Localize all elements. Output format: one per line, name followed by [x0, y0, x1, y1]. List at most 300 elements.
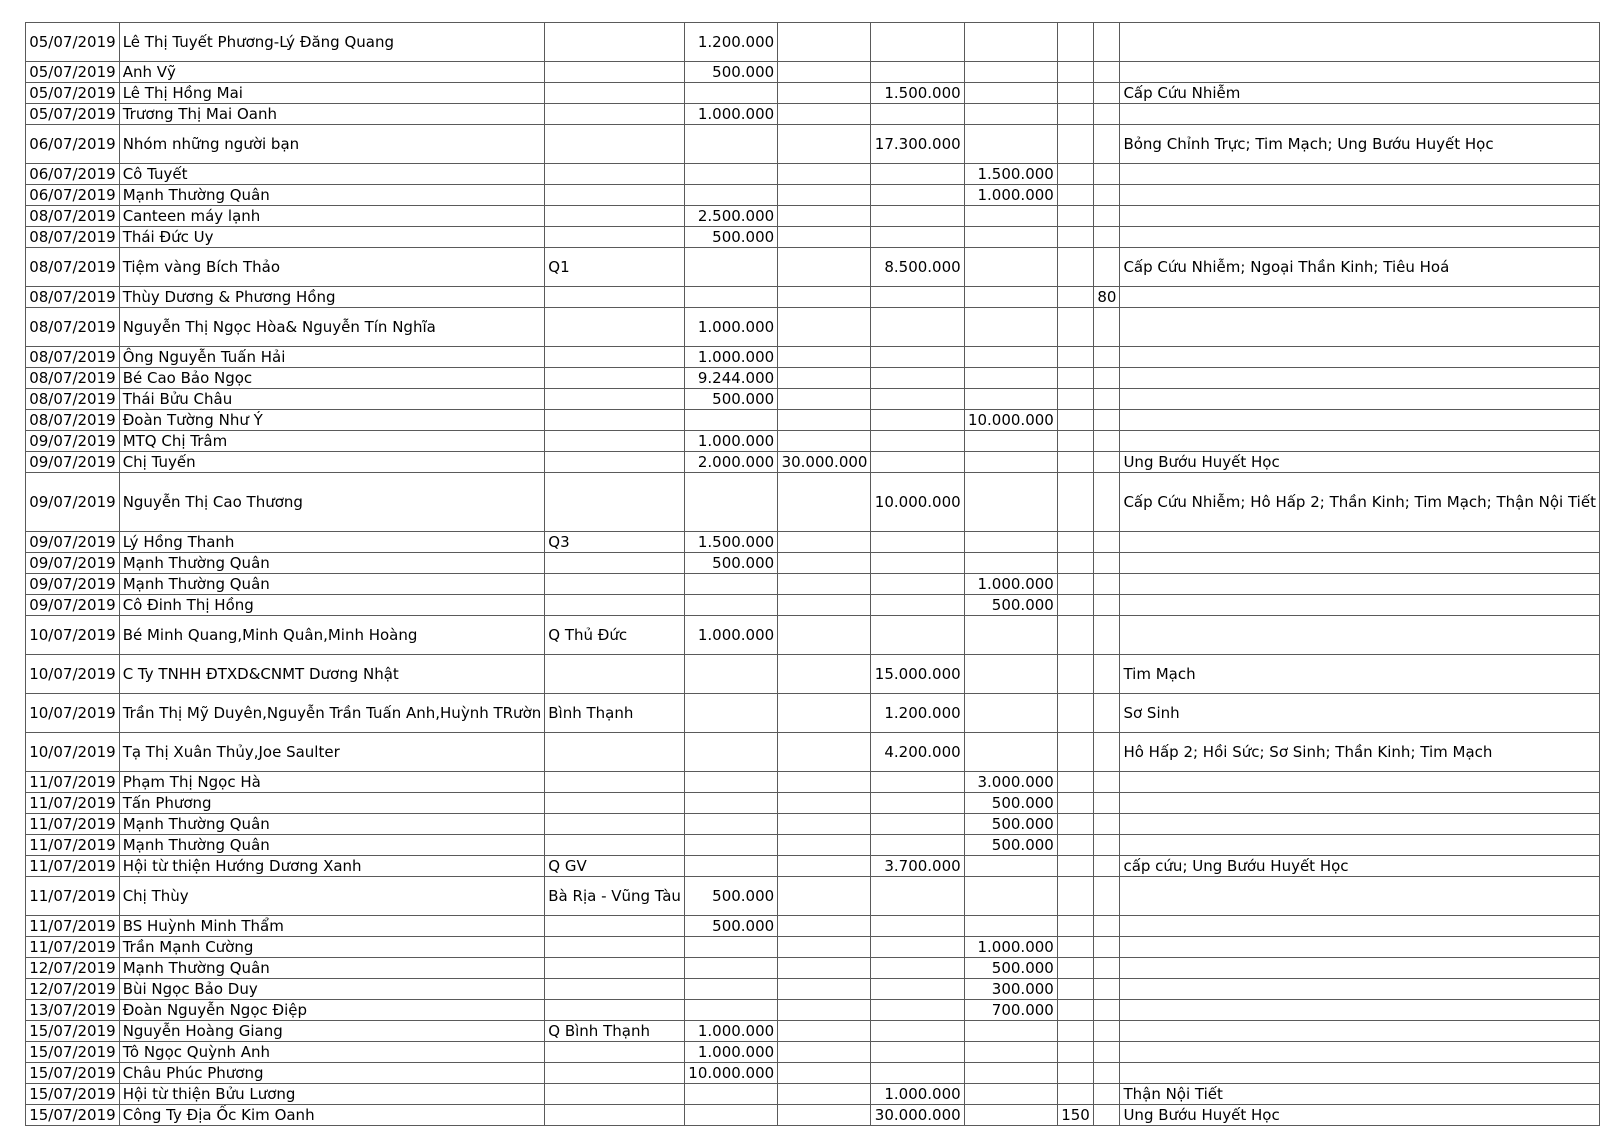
amount-col-2-cell: [778, 655, 871, 694]
date-cell: 06/07/2019: [26, 125, 120, 164]
amount-col-3-cell: [871, 164, 964, 185]
quantity-col-6-cell: [1093, 814, 1120, 835]
amount-col-3-cell: [871, 23, 964, 62]
amount-col-1-cell: 1.000.000: [684, 347, 777, 368]
area-cell: [545, 1000, 685, 1021]
amount-col-2-cell: [778, 368, 871, 389]
amount-col-2-cell: [778, 835, 871, 856]
amount-col-2-cell: [778, 308, 871, 347]
donor-name-cell: Lê Thị Hồng Mai: [119, 83, 545, 104]
quantity-col-5-cell: [1057, 104, 1093, 125]
quantity-col-6-cell: [1093, 248, 1120, 287]
area-cell: [545, 655, 685, 694]
quantity-col-5-cell: [1057, 125, 1093, 164]
table-row: [26, 452, 1600, 473]
amount-col-3-cell: [871, 62, 964, 83]
amount-col-1-cell: [684, 473, 777, 532]
amount-col-4-cell: [964, 23, 1057, 62]
date-cell: 05/07/2019: [26, 62, 120, 83]
table-row: [26, 553, 1600, 574]
quantity-col-5-cell: [1057, 1084, 1093, 1105]
amount-col-2-cell: [778, 1105, 871, 1126]
amount-col-4-cell: [964, 206, 1057, 227]
donor-name-cell: Trần Mạnh Cường: [119, 937, 545, 958]
quantity-col-5-cell: [1057, 185, 1093, 206]
date-cell: 13/07/2019: [26, 1000, 120, 1021]
quantity-col-6-cell: [1093, 1042, 1120, 1063]
amount-col-4-cell: [964, 452, 1057, 473]
amount-col-4-cell: [964, 856, 1057, 877]
amount-col-3-cell: [871, 1000, 964, 1021]
table-row: [26, 958, 1600, 979]
amount-col-3-cell: 3.700.000: [871, 856, 964, 877]
quantity-col-5-cell: [1057, 431, 1093, 452]
table-row: [26, 916, 1600, 937]
quantity-col-5-cell: [1057, 532, 1093, 553]
quantity-col-6-cell: [1093, 694, 1120, 733]
area-cell: [545, 308, 685, 347]
date-cell: 09/07/2019: [26, 532, 120, 553]
donor-name-cell: Canteen máy lạnh: [119, 206, 545, 227]
quantity-col-5-cell: [1057, 452, 1093, 473]
amount-col-4-cell: 10.000.000: [964, 410, 1057, 431]
amount-col-1-cell: 1.000.000: [684, 431, 777, 452]
amount-col-1-cell: 1.200.000: [684, 23, 777, 62]
amount-col-2-cell: [778, 1000, 871, 1021]
amount-col-2-cell: [778, 164, 871, 185]
amount-col-1-cell: [684, 694, 777, 733]
department-note-cell: [1120, 347, 1600, 368]
date-cell: 11/07/2019: [26, 772, 120, 793]
area-cell: [545, 227, 685, 248]
quantity-col-5-cell: [1057, 916, 1093, 937]
date-cell: 11/07/2019: [26, 877, 120, 916]
amount-col-4-cell: 1.000.000: [964, 185, 1057, 206]
department-note-cell: cấp cứu; Ung Bướu Huyết Học: [1120, 856, 1600, 877]
amount-col-4-cell: 300.000: [964, 979, 1057, 1000]
amount-col-4-cell: [964, 1042, 1057, 1063]
date-cell: 10/07/2019: [26, 616, 120, 655]
amount-col-4-cell: [964, 248, 1057, 287]
table-row: [26, 1063, 1600, 1084]
area-cell: [545, 389, 685, 410]
area-cell: Q1: [545, 248, 685, 287]
donor-name-cell: Mạnh Thường Quân: [119, 835, 545, 856]
date-cell: 08/07/2019: [26, 308, 120, 347]
quantity-col-5-cell: [1057, 287, 1093, 308]
amount-col-3-cell: [871, 368, 964, 389]
quantity-col-6-cell: [1093, 595, 1120, 616]
area-cell: [545, 937, 685, 958]
donor-name-cell: Chị Thùy: [119, 877, 545, 916]
area-cell: [545, 206, 685, 227]
amount-col-1-cell: [684, 958, 777, 979]
quantity-col-6-cell: [1093, 347, 1120, 368]
amount-col-2-cell: [778, 1042, 871, 1063]
date-cell: 08/07/2019: [26, 227, 120, 248]
quantity-col-6-cell: [1093, 1021, 1120, 1042]
department-note-cell: [1120, 410, 1600, 431]
quantity-col-6-cell: [1093, 473, 1120, 532]
table-row: [26, 616, 1600, 655]
department-note-cell: [1120, 1000, 1600, 1021]
donor-name-cell: MTQ Chị Trâm: [119, 431, 545, 452]
amount-col-4-cell: [964, 431, 1057, 452]
amount-col-1-cell: [684, 814, 777, 835]
quantity-col-5-cell: [1057, 389, 1093, 410]
area-cell: Bà Rịa - Vũng Tàu: [545, 877, 685, 916]
table-row: [26, 814, 1600, 835]
department-note-cell: Ung Bướu Huyết Học: [1120, 1105, 1600, 1126]
donor-name-cell: Nhóm những người bạn: [119, 125, 545, 164]
area-cell: [545, 287, 685, 308]
area-cell: [545, 452, 685, 473]
area-cell: [545, 772, 685, 793]
amount-col-1-cell: [684, 83, 777, 104]
amount-col-2-cell: [778, 916, 871, 937]
amount-col-4-cell: [964, 916, 1057, 937]
amount-col-1-cell: [684, 410, 777, 431]
amount-col-4-cell: 500.000: [964, 793, 1057, 814]
donor-name-cell: Bé Minh Quang,Minh Quân,Minh Hoàng: [119, 616, 545, 655]
amount-col-3-cell: [871, 308, 964, 347]
table-row: [26, 347, 1600, 368]
amount-col-1-cell: [684, 1084, 777, 1105]
date-cell: 08/07/2019: [26, 410, 120, 431]
department-note-cell: Hô Hấp 2; Hồi Sức; Sơ Sinh; Thần Kinh; Tim Mạch: [1120, 733, 1600, 772]
quantity-col-5-cell: [1057, 206, 1093, 227]
amount-col-1-cell: [684, 772, 777, 793]
amount-col-4-cell: 1.000.000: [964, 574, 1057, 595]
quantity-col-6-cell: [1093, 979, 1120, 1000]
amount-col-3-cell: [871, 835, 964, 856]
area-cell: Q Thủ Đức: [545, 616, 685, 655]
table-row: [26, 473, 1600, 532]
date-cell: 11/07/2019: [26, 793, 120, 814]
date-cell: 08/07/2019: [26, 389, 120, 410]
amount-col-4-cell: [964, 655, 1057, 694]
amount-col-2-cell: [778, 248, 871, 287]
department-note-cell: [1120, 574, 1600, 595]
quantity-col-5-cell: [1057, 877, 1093, 916]
amount-col-4-cell: [964, 368, 1057, 389]
quantity-col-6-cell: [1093, 877, 1120, 916]
amount-col-4-cell: [964, 1084, 1057, 1105]
quantity-col-6-cell: [1093, 916, 1120, 937]
area-cell: [545, 1105, 685, 1126]
amount-col-2-cell: [778, 185, 871, 206]
date-cell: 10/07/2019: [26, 733, 120, 772]
amount-col-3-cell: [871, 979, 964, 1000]
amount-col-4-cell: [964, 347, 1057, 368]
amount-col-2-cell: [778, 389, 871, 410]
donation-ledger-table: [25, 22, 1600, 1126]
quantity-col-5-cell: [1057, 227, 1093, 248]
amount-col-4-cell: [964, 227, 1057, 248]
department-note-cell: [1120, 772, 1600, 793]
quantity-col-5-cell: [1057, 62, 1093, 83]
donor-name-cell: Trương Thị Mai Oanh: [119, 104, 545, 125]
table-row: [26, 793, 1600, 814]
date-cell: 08/07/2019: [26, 347, 120, 368]
table-row: [26, 1084, 1600, 1105]
quantity-col-5-cell: [1057, 410, 1093, 431]
amount-col-2-cell: [778, 104, 871, 125]
amount-col-2-cell: [778, 595, 871, 616]
department-note-cell: Thận Nội Tiết: [1120, 1084, 1600, 1105]
amount-col-3-cell: [871, 916, 964, 937]
department-note-cell: [1120, 431, 1600, 452]
department-note-cell: [1120, 23, 1600, 62]
amount-col-1-cell: [684, 856, 777, 877]
quantity-col-5-cell: [1057, 574, 1093, 595]
table-row: [26, 937, 1600, 958]
amount-col-1-cell: [684, 287, 777, 308]
amount-col-1-cell: 2.500.000: [684, 206, 777, 227]
amount-col-3-cell: 10.000.000: [871, 473, 964, 532]
table-row: [26, 125, 1600, 164]
table-row: [26, 62, 1600, 83]
department-note-cell: [1120, 1021, 1600, 1042]
department-note-cell: [1120, 104, 1600, 125]
date-cell: 15/07/2019: [26, 1084, 120, 1105]
area-cell: [545, 125, 685, 164]
donor-name-cell: Thái Đức Uy: [119, 227, 545, 248]
donor-name-cell: Thái Bửu Châu: [119, 389, 545, 410]
table-row: [26, 532, 1600, 553]
amount-col-1-cell: 500.000: [684, 916, 777, 937]
quantity-col-6-cell: [1093, 227, 1120, 248]
quantity-col-5-cell: [1057, 937, 1093, 958]
donor-name-cell: Mạnh Thường Quân: [119, 574, 545, 595]
area-cell: [545, 733, 685, 772]
area-cell: [545, 1063, 685, 1084]
quantity-col-5-cell: [1057, 164, 1093, 185]
donor-name-cell: Lê Thị Tuyết Phương-Lý Đăng Quang: [119, 23, 545, 62]
amount-col-2-cell: [778, 694, 871, 733]
quantity-col-5-cell: [1057, 958, 1093, 979]
amount-col-1-cell: 10.000.000: [684, 1063, 777, 1084]
date-cell: 09/07/2019: [26, 553, 120, 574]
quantity-col-6-cell: [1093, 1000, 1120, 1021]
amount-col-4-cell: 3.000.000: [964, 772, 1057, 793]
department-note-cell: [1120, 958, 1600, 979]
quantity-col-5-cell: [1057, 553, 1093, 574]
area-cell: [545, 553, 685, 574]
department-note-cell: [1120, 185, 1600, 206]
amount-col-2-cell: [778, 616, 871, 655]
amount-col-3-cell: 1.500.000: [871, 83, 964, 104]
quantity-col-5-cell: [1057, 1063, 1093, 1084]
date-cell: 11/07/2019: [26, 814, 120, 835]
amount-col-3-cell: [871, 574, 964, 595]
amount-col-3-cell: 8.500.000: [871, 248, 964, 287]
amount-col-1-cell: 500.000: [684, 62, 777, 83]
area-cell: [545, 164, 685, 185]
amount-col-3-cell: [871, 410, 964, 431]
donor-name-cell: Tiệm vàng Bích Thảo: [119, 248, 545, 287]
table-row: [26, 431, 1600, 452]
date-cell: 15/07/2019: [26, 1021, 120, 1042]
table-row: [26, 694, 1600, 733]
table-row: [26, 164, 1600, 185]
area-cell: [545, 347, 685, 368]
quantity-col-6-cell: [1093, 616, 1120, 655]
table-row: [26, 877, 1600, 916]
area-cell: [545, 23, 685, 62]
area-cell: [545, 958, 685, 979]
amount-col-2-cell: [778, 856, 871, 877]
quantity-col-6-cell: [1093, 733, 1120, 772]
quantity-col-5-cell: [1057, 1042, 1093, 1063]
department-note-cell: Cấp Cứu Nhiễm: [1120, 83, 1600, 104]
amount-col-2-cell: [778, 206, 871, 227]
department-note-cell: [1120, 206, 1600, 227]
department-note-cell: Sơ Sinh: [1120, 694, 1600, 733]
amount-col-4-cell: 700.000: [964, 1000, 1057, 1021]
table-row: [26, 856, 1600, 877]
area-cell: [545, 793, 685, 814]
area-cell: [545, 1042, 685, 1063]
amount-col-2-cell: [778, 532, 871, 553]
quantity-col-6-cell: [1093, 1084, 1120, 1105]
date-cell: 12/07/2019: [26, 958, 120, 979]
date-cell: 11/07/2019: [26, 916, 120, 937]
area-cell: [545, 62, 685, 83]
department-note-cell: Bỏng Chỉnh Trực; Tim Mạch; Ung Bướu Huyết Học: [1120, 125, 1600, 164]
department-note-cell: [1120, 793, 1600, 814]
date-cell: 10/07/2019: [26, 655, 120, 694]
amount-col-1-cell: [684, 655, 777, 694]
amount-col-1-cell: [684, 733, 777, 772]
amount-col-1-cell: 1.000.000: [684, 616, 777, 655]
quantity-col-6-cell: [1093, 410, 1120, 431]
quantity-col-6-cell: [1093, 368, 1120, 389]
amount-col-2-cell: [778, 937, 871, 958]
amount-col-4-cell: [964, 104, 1057, 125]
amount-col-3-cell: [871, 553, 964, 574]
donor-name-cell: Bé Cao Bảo Ngọc: [119, 368, 545, 389]
amount-col-4-cell: [964, 694, 1057, 733]
amount-col-2-cell: 30.000.000: [778, 452, 871, 473]
date-cell: 15/07/2019: [26, 1105, 120, 1126]
department-note-cell: [1120, 616, 1600, 655]
ledger-body: [26, 23, 1600, 1126]
quantity-col-6-cell: [1093, 655, 1120, 694]
department-note-cell: [1120, 979, 1600, 1000]
department-note-cell: [1120, 937, 1600, 958]
quantity-col-6-cell: [1093, 553, 1120, 574]
table-row: [26, 574, 1600, 595]
amount-col-2-cell: [778, 431, 871, 452]
amount-col-4-cell: [964, 553, 1057, 574]
quantity-col-6-cell: [1093, 206, 1120, 227]
date-cell: 15/07/2019: [26, 1042, 120, 1063]
amount-col-1-cell: [684, 835, 777, 856]
amount-col-2-cell: [778, 772, 871, 793]
amount-col-1-cell: [684, 793, 777, 814]
department-note-cell: Cấp Cứu Nhiễm; Ngoại Thần Kinh; Tiêu Hoá: [1120, 248, 1600, 287]
amount-col-3-cell: [871, 814, 964, 835]
amount-col-2-cell: [778, 227, 871, 248]
department-note-cell: [1120, 595, 1600, 616]
department-note-cell: Ung Bướu Huyết Học: [1120, 452, 1600, 473]
amount-col-1-cell: 500.000: [684, 553, 777, 574]
amount-col-4-cell: [964, 1063, 1057, 1084]
amount-col-2-cell: [778, 958, 871, 979]
donor-name-cell: Ông Nguyễn Tuấn Hải: [119, 347, 545, 368]
area-cell: [545, 916, 685, 937]
area-cell: [545, 104, 685, 125]
donor-name-cell: Tô Ngọc Quỳnh Anh: [119, 1042, 545, 1063]
area-cell: [545, 979, 685, 1000]
quantity-col-6-cell: [1093, 125, 1120, 164]
amount-col-1-cell: 9.244.000: [684, 368, 777, 389]
quantity-col-6-cell: [1093, 164, 1120, 185]
area-cell: [545, 473, 685, 532]
department-note-cell: [1120, 532, 1600, 553]
department-note-cell: [1120, 835, 1600, 856]
amount-col-4-cell: [964, 287, 1057, 308]
date-cell: 06/07/2019: [26, 185, 120, 206]
department-note-cell: [1120, 553, 1600, 574]
amount-col-1-cell: [684, 937, 777, 958]
donor-name-cell: Đoàn Nguyễn Ngọc Điệp: [119, 1000, 545, 1021]
amount-col-3-cell: [871, 347, 964, 368]
donor-name-cell: Mạnh Thường Quân: [119, 958, 545, 979]
department-note-cell: Tim Mạch: [1120, 655, 1600, 694]
table-row: [26, 1042, 1600, 1063]
department-note-cell: [1120, 814, 1600, 835]
amount-col-1-cell: 1.000.000: [684, 104, 777, 125]
department-note-cell: [1120, 227, 1600, 248]
donor-name-cell: Phạm Thị Ngọc Hà: [119, 772, 545, 793]
amount-col-2-cell: [778, 553, 871, 574]
amount-col-1-cell: 1.000.000: [684, 1042, 777, 1063]
quantity-col-5-cell: [1057, 473, 1093, 532]
amount-col-4-cell: 500.000: [964, 835, 1057, 856]
donor-name-cell: Mạnh Thường Quân: [119, 185, 545, 206]
quantity-col-6-cell: [1093, 793, 1120, 814]
table-row: [26, 308, 1600, 347]
area-cell: [545, 185, 685, 206]
quantity-col-5-cell: [1057, 308, 1093, 347]
amount-col-3-cell: [871, 227, 964, 248]
donor-name-cell: BS Huỳnh Minh Thẩm: [119, 916, 545, 937]
amount-col-4-cell: 500.000: [964, 958, 1057, 979]
area-cell: Q Bình Thạnh: [545, 1021, 685, 1042]
amount-col-4-cell: [964, 733, 1057, 772]
amount-col-3-cell: 1.200.000: [871, 694, 964, 733]
donor-name-cell: Cô Đinh Thị Hồng: [119, 595, 545, 616]
amount-col-2-cell: [778, 410, 871, 431]
amount-col-1-cell: 500.000: [684, 877, 777, 916]
area-cell: [545, 595, 685, 616]
amount-col-3-cell: [871, 431, 964, 452]
quantity-col-5-cell: [1057, 856, 1093, 877]
amount-col-2-cell: [778, 62, 871, 83]
amount-col-3-cell: 30.000.000: [871, 1105, 964, 1126]
amount-col-4-cell: [964, 532, 1057, 553]
donor-name-cell: Trần Thị Mỹ Duyên,Nguyễn Trần Tuấn Anh,Huỳnh TRườn: [119, 694, 545, 733]
date-cell: 05/07/2019: [26, 23, 120, 62]
quantity-col-5-cell: [1057, 616, 1093, 655]
date-cell: 08/07/2019: [26, 287, 120, 308]
date-cell: 05/07/2019: [26, 104, 120, 125]
amount-col-2-cell: [778, 979, 871, 1000]
amount-col-1-cell: [684, 125, 777, 164]
amount-col-2-cell: [778, 1084, 871, 1105]
